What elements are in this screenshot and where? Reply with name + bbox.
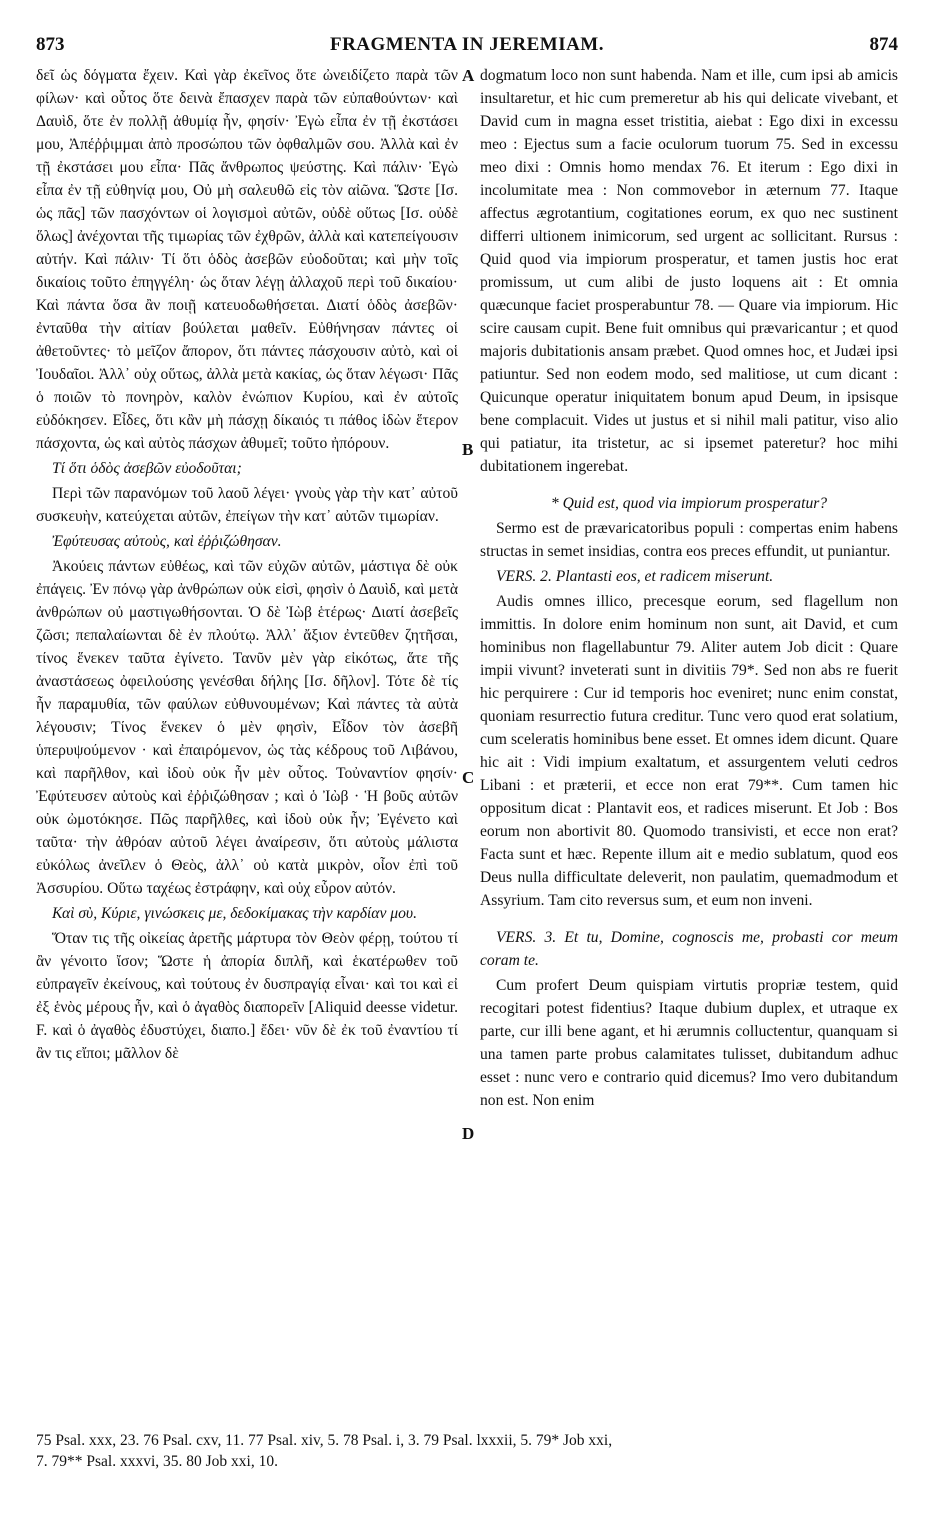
greek-column	[36, 64, 458, 1067]
running-header	[36, 34, 898, 60]
greek-lemma: Τί ὅτι ὁδὸς ἀσεβῶν εὐοδοῦται;	[52, 460, 242, 477]
footnotes	[36, 1430, 898, 1472]
greek-lemma: Ἐφύτευσας αὐτοὺς, καὶ ἐῤῥιζώθησαν.	[52, 533, 282, 550]
verse-heading: VERS. 3. Et tu, Domine, cognoscis me, probasti cor meum coram te.	[480, 929, 898, 969]
greek-lemma: Καὶ σὺ, Κύριε, γινώσκεις με, δεδοκίμακας τὴν καρδίαν μου.	[52, 905, 417, 922]
latin-paragraph: Cum profert Deum quispiam virtutis propriæ testem, quid recogitari potest fidentius? Itaque dubium duplex, et utraque ex parte, cur illi bene agant, et hi ærumnis colluctentur, quanquam si una tamen parte probus calamitates tulisset, dubitandum adhuc esset : nunc vero e contrario quid dicemus? Imo vero dubitandum non est. Non enim	[480, 977, 898, 1109]
page-number-right: 874	[869, 34, 898, 55]
footnote-line: 75 Psal. xxx, 23. 76 Psal. cxv, 11. 77 Psal. xiv, 5. 78 Psal. i, 3. 79 Psal. lxxxii, 5. 79* Job xxi,	[36, 1432, 613, 1449]
footnote-line: 7. 79** Psal. xxxvi, 35. 80 Job xxi, 10.	[36, 1453, 278, 1470]
latin-column	[480, 64, 898, 1114]
latin-lemma: * Quid est, quod via impiorum prosperatur?	[550, 495, 828, 512]
latin-paragraph: Sermo est de prævaricatoribus populi : compertas enim habens structas in semet insidias, contra eos preces effundit, ut puniantur.	[480, 520, 898, 560]
margin-letter-a: A	[462, 66, 475, 85]
verse-heading: VERS. 2. Plantasti eos, et radicem miserunt.	[496, 568, 774, 585]
margin-letter-b: B	[462, 440, 474, 459]
running-title: FRAGMENTA IN JEREMIAM.	[329, 34, 604, 55]
margin-letter-d: D	[462, 1124, 475, 1143]
greek-paragraph: δεῖ ὡς δόγματα ἔχειν. Καὶ γὰρ ἐκεῖνος ὅτε ὠνειδίζετο παρὰ τῶν φίλων· καὶ οὗτος ὅτε δεινὰ ἔπασχεν παρὰ τῶν εὐπαθούντων· καὶ Δαυὶδ, ὅτε ἐν πολλῇ ἀθυμίᾳ ἦν, φησίν· Ἐγὼ εἶπα ἐν τῇ ἐκστάσει μου, Ἀπέῤῥιμμαι ἀπὸ προσώπου τῶν ὀφθαλμῶν σου. Ἀλλὰ καὶ ἐν τῇ ἐκστάσει μου εἶπα· Πᾶς ἄνθρωπος ψεύστης. Καὶ πάλιν· Ἐγὼ εἶπα ἐν τῇ εὐθηνίᾳ μου, Οὐ μὴ σαλευθῶ εἰς τὸν αἰῶνα. Ὥστε [Ισ. ὡς πᾶς] τῶν πασχόντων οἱ λογισμοὶ αὐτῶν, οὐδὲ οὕτως [Ισ. οὐδὲ ὅλως] ἀνέχονται τῆς τιμωρίας τῶν ἐχθρῶν, ἀλλὰ καὶ κατεπείγουσιν αὐτήν. Καὶ πάλιν· Τί ὅτι ὁδὸς ἀσεβῶν εὐοδοῦται; καὶ μὴν τοῖς δικαίοις τοῦτο ἐπηγγέλη· ὡς ὅταν λέγῃ ἀλλαχοῦ περὶ τοῦ δικαίου· Καὶ πάντα ὅσα ἂν ποιῇ κατευοδωθήσεται. Διατί ὁδὸς ἀσεβῶν· ἐνταῦθα τὴν αἰτίαν βούλεται μαθεῖν. Εὐθήνησαν πάντες οἱ ἀθετοῦντες· τὸ μεῖζον ἄπορον, ὅτι πάντες πάσχουσιν αὐτὸ, καὶ οἱ Ἰουδαῖοι. Ἀλλ᾽ οὐχ οὕτως, ἀλλὰ μετὰ κακίας, ὡς ὅταν λέγωσι· Πᾶς ὁ ποιῶν τὸ πονηρὸν, καλὸν ἐνώπιον Κυρίου, καὶ ἐν αὐτοῖς εὐδόκησεν. Εἶδες, ὅτι κἂν μὴ πάσχῃ δίκαιός τι πάθος ἰδὼν ἕτερον πάσχοντα, ὡς καὶ αὐτὸς πάσχων ἀθυμεῖ; τοῦτο ἠπόρουν.	[36, 67, 458, 452]
margin-letter-c: C	[462, 768, 475, 787]
greek-paragraph: Περὶ τῶν παρανόμων τοῦ λαοῦ λέγει· γνοὺς γὰρ τὴν κατ᾽ αὐτοῦ συσκευὴν, κατεύχεται αὐτῶν, ἐπείγων τὴν κατ᾽ αὐτῶν τιμωρίαν.	[36, 485, 458, 525]
latin-paragraph: Audis omnes illico, precesque eorum, sed flagellum non immittis. In dolore enim hominum non sunt, ait David, et cum hominibus non flagellabuntur 79. Aliter autem Job dicit : Quare impii vivunt? inveterati sunt in divitiis 79*. Sed non abs re fuerit hic perquirere : Cur id temporis hoc eveniret; nunc enim constat, quoniam resurrectio futura creditur. Tunc vero quod erat solatium, cum sceleratis hominibus bene esset. Et omnes idem dicunt. Quare hic ait : Vidi impium exaltatum, et assurgentem veluti cedros Libani : et præterii, et ecce non erat 79**. Cum tamen hic oppositum dicat : Plantavit eos, et radices miserunt. Et Job : Bos eorum non abortivit 80. Quomodo transivisti, et ecce non erat? Facta sunt et hæc. Repente illum ait e medio sublatum, quod eos Deus nulla difficultate deleverit, non paulatim, quemadmodum et Assyrium. Tam cito reversus sum, et eum non inveni.	[480, 593, 898, 909]
page-number-left: 873	[36, 34, 65, 55]
latin-paragraph: dogmatum loco non sunt habenda. Nam et ille, cum ipsi ab amicis insultaretur, et hic cum premeretur ab his qui delicate vivebant, et David cum in magna esset tristitia, aiebat : Ego dixi in excessu meo : Ejectus sum a facie oculorum tuorum 75. Sed in excessu meo dixi : Omnis homo mendax 76. Et iterum : Ego dixi in incolumitate mea : Non commovebor in æternum 77. Itaque affectus ægrotantium, cogitationes eorum, ex quo nec sustinent differri ultionem inimicorum, sed urgent ac sollicitant. Rursus : Quid quod via impiorum prosperatur, et tamen justis hoc erat promissum, ut cum alibi de justo loquens ait : Et omnia quæcunque faciet prosperabuntur 78. — Quare via impiorum. Hic scire causam cupit. Bene fuit omnibus qui prævaricantur ; et quod majoris dubitationis ansam præbet. Quod omnes hoc, et Judæi ipsi patiuntur. Sed non eodem modo, sed malitiose, ut cum dicant : Quicunque operatur iniquitatem bonum apud Deum, in ipsisque bene complacuit. Vides ut justus et si nihil mali patitur, viso alio qui patiatur, ita tristetur, ac si ipsemet pateretur? hoc mihi dubitationem ingerebat.	[480, 67, 898, 475]
greek-paragraph: Ἀκούεις πάντων εὐθέως, καὶ τῶν εὐχῶν αὐτῶν, μάστιγα δὲ οὐκ ἐπάγεις. Ἐν πόνῳ γὰρ ἀνθρώπων οὐκ εἰσὶ, φησὶν ὁ Δαυὶδ, καὶ μετὰ ἀνθρώπων οὐ μαστιγωθήσονται. Ὁ δὲ Ἰὼβ ἑτέρως· Διατί ἀσεβεῖς ζῶσι; πεπαλαίωνται δὲ ἐν πλούτῳ. Ἀλλ᾽ ἄξιον ἐντεῦθεν ζητῆσαι, τίνος ἕνεκεν ταῦτα ἐγίνετο. Τανῦν μὲν γὰρ εἰκότως, ἅτε τῆς ἀναστάσεως ὀφειλούσης γενέσθαι δήλης [Ισ. δῆλον]. Τότε δὲ τίς ἦν παραμυθία, τῶν φαύλων εὐθυνουμένων; Καὶ πάντες τὰ αὐτὰ λέγουσιν; Τίνος ἕνεκεν ὁ μὲν φησὶν, Εἶδον τὸν ἀσεβῆ ὑπερυψούμενον · καὶ ἐπαιρόμενον, ὡς τὰς κέδρους τοῦ Λιβάνου, καὶ παρῆλθον, καὶ ἰδοὺ οὐκ ἦν μὲν οὗτος. Τοὐναντίον φησίν· Ἐφύτευσεν αὐτοὺς καὶ ἐῤῥιζώθησαν ; καὶ ὁ Ἰὼβ · Ἡ βοῦς αὐτῶν οὐκ ὠμοτόκησε. Πῶς παρῆλθες, καὶ ἰδοὺ οὐκ ἦν; Ἐγένετο καὶ ταῦτα· τὴν ἀθρόαν αὐτοῦ λέγει ἀναίρεσιν, ὅτι αὐτοὺς μάλιστα εὐκόλως ἀνεῖλεν ὁ Θεὸς, ἀλλ᾽ οὐ κατὰ μικρὸν, οἷον ἐπὶ τοῦ Ἀσσυρίου. Οὕτω ταχέως ἐστράφην, καὶ οὐχ εὗρον αὐτόν.	[36, 558, 458, 897]
greek-paragraph: Ὅταν τις τῆς οἰκείας ἀρετῆς μάρτυρα τὸν Θεὸν φέρῃ, τούτου τί ἂν γένοιτο ἴσον; Ὥστε ἡ ἀπορία διπλῆ, καὶ ἑκατέρωθεν τοῦ εὐπραγεῖν ἐκείνους, καὶ τούτους ἐν δυσπραγίᾳ εἶναι· καὶ τοι καὶ εἰ ἐξ ἑνὸς μέρους ἦν, καὶ ὁ ἀγαθὸς διαπορεῖν [Aliquid deesse videtur. F. καὶ ὁ ἀγαθὸς ἐδυστύχει, διαπο.] ἔδει· νῦν δὲ ἐκ τοῦ ἐναντίου τί ἂν τις εἴποι; μᾶλλον δὲ	[36, 930, 458, 1062]
